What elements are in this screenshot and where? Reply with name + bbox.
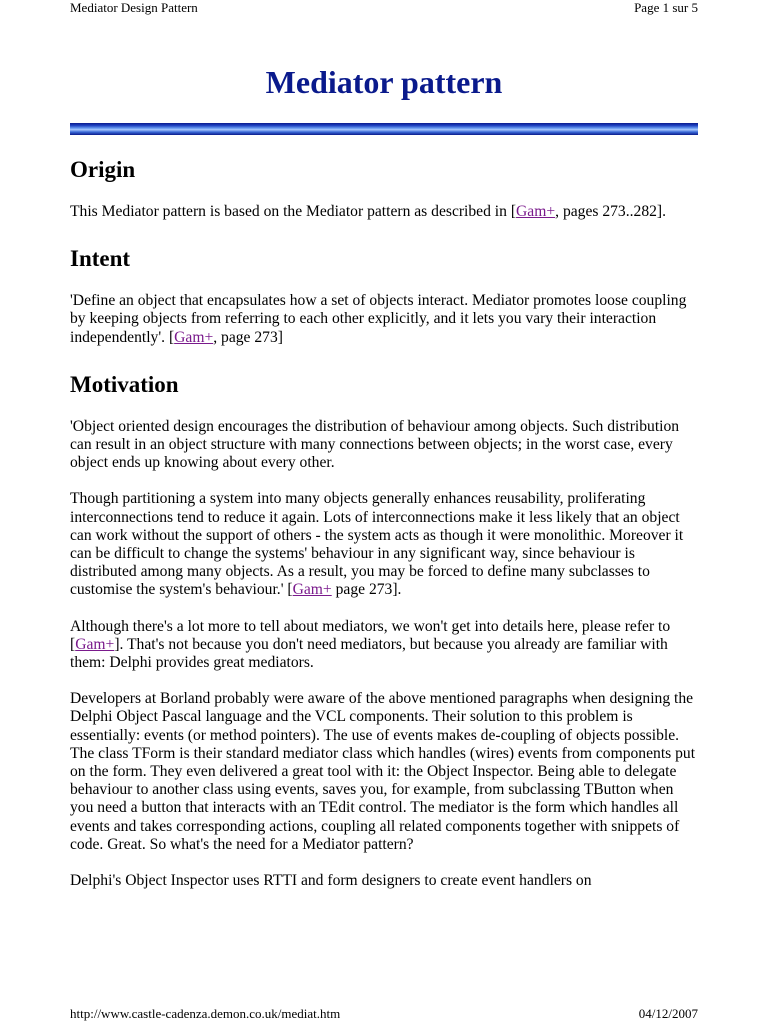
document-body bbox=[70, 150, 700, 908]
motivation-paragraph-3 bbox=[70, 618, 700, 673]
motivation-paragraph-5: Delphi's Object Inspector uses RTTI and form designers to create event handlers on bbox=[70, 872, 592, 890]
motivation-paragraph-2 bbox=[70, 490, 700, 599]
title-divider bbox=[70, 123, 698, 135]
section-heading-intent: Intent bbox=[70, 246, 131, 272]
motivation-p2-text-b: page 273]. bbox=[331, 581, 402, 599]
motivation-p3-text-b: ]. That's not because you don't need mediators, but because you already are familiar with them: Delphi provides great mediators. bbox=[70, 635, 668, 672]
intent-text-b: , page 273] bbox=[213, 328, 283, 346]
origin-text-b: , pages 273..282]. bbox=[555, 203, 667, 220]
origin-text-a: This Mediator pattern is based on the Mediator pattern as described in [ bbox=[70, 203, 517, 220]
page-date: 04/12/2007 bbox=[638, 1006, 698, 1021]
gam-link[interactable]: Gam+ bbox=[174, 328, 214, 346]
page-header-title: Mediator Design Pattern bbox=[70, 0, 198, 15]
motivation-paragraph-1: 'Object oriented design encourages the distribution of behaviour among objects. Such distribution can result in an object structure with many connections between objects; in the worst case, every object ends up knowing about every other. bbox=[70, 417, 680, 472]
page-url: http://www.castle-cadenza.demon.co.uk/mediat.htm bbox=[70, 1006, 341, 1021]
gam-link[interactable]: Gam+ bbox=[516, 203, 556, 220]
intent-text-a: 'Define an object that encapsulates how a set of objects interact. Mediator promotes loose coupling by keeping objects from referring to each other explicitly, and it lets you vary their interaction independently'. [ bbox=[70, 292, 687, 346]
gam-link[interactable]: Gam+ bbox=[75, 635, 115, 653]
origin-paragraph bbox=[70, 203, 700, 221]
motivation-p3-text-a: Although there's a lot more to tell about mediators, we won't get into details here, please refer to [ bbox=[70, 617, 671, 653]
page-number: Page 1 sur 5 bbox=[634, 0, 698, 15]
gam-link[interactable]: Gam+ bbox=[292, 581, 332, 599]
section-heading-origin: Origin bbox=[70, 157, 136, 182]
section-heading-motivation: Motivation bbox=[70, 371, 179, 397]
motivation-p2-text-a: Though partitioning a system into many objects generally enhances reusability, proliferating interconnections tend to reduce it again. Lots of interconnections make it less likely that an object can work without the support of others - the system acts as though it were monolithic. Moreover it can be difficult to change the systems' behaviour in any significant way, since behaviour is distributed among many objects. As a result, you may be forced to define many subclasses to customise the system's behaviour.' [ bbox=[70, 490, 684, 599]
motivation-paragraph-4: Developers at Borland probably were aware of the above mentioned paragraphs when designing the Delphi Object Pascal language and the VCL components. Their solution to this problem is essentially: events (or method pointers). The use of events makes de-coupling of objects possible. The class TForm is their standard mediator class which handles (wires) events from components put on the form. They even delivered a great tool with it: the Object Inspector. Being able to delegate behaviour to another class using events, saves you, for example, from subclassing TButton when you need a button that interacts with an TEdit control. The mediator is the form which handles all events and takes corresponding actions, coupling all related components together with snippets of code. Great. So what's the need for a Mediator pattern? bbox=[70, 690, 696, 853]
intent-paragraph bbox=[70, 292, 700, 347]
page-title: Mediator pattern bbox=[265, 64, 503, 100]
